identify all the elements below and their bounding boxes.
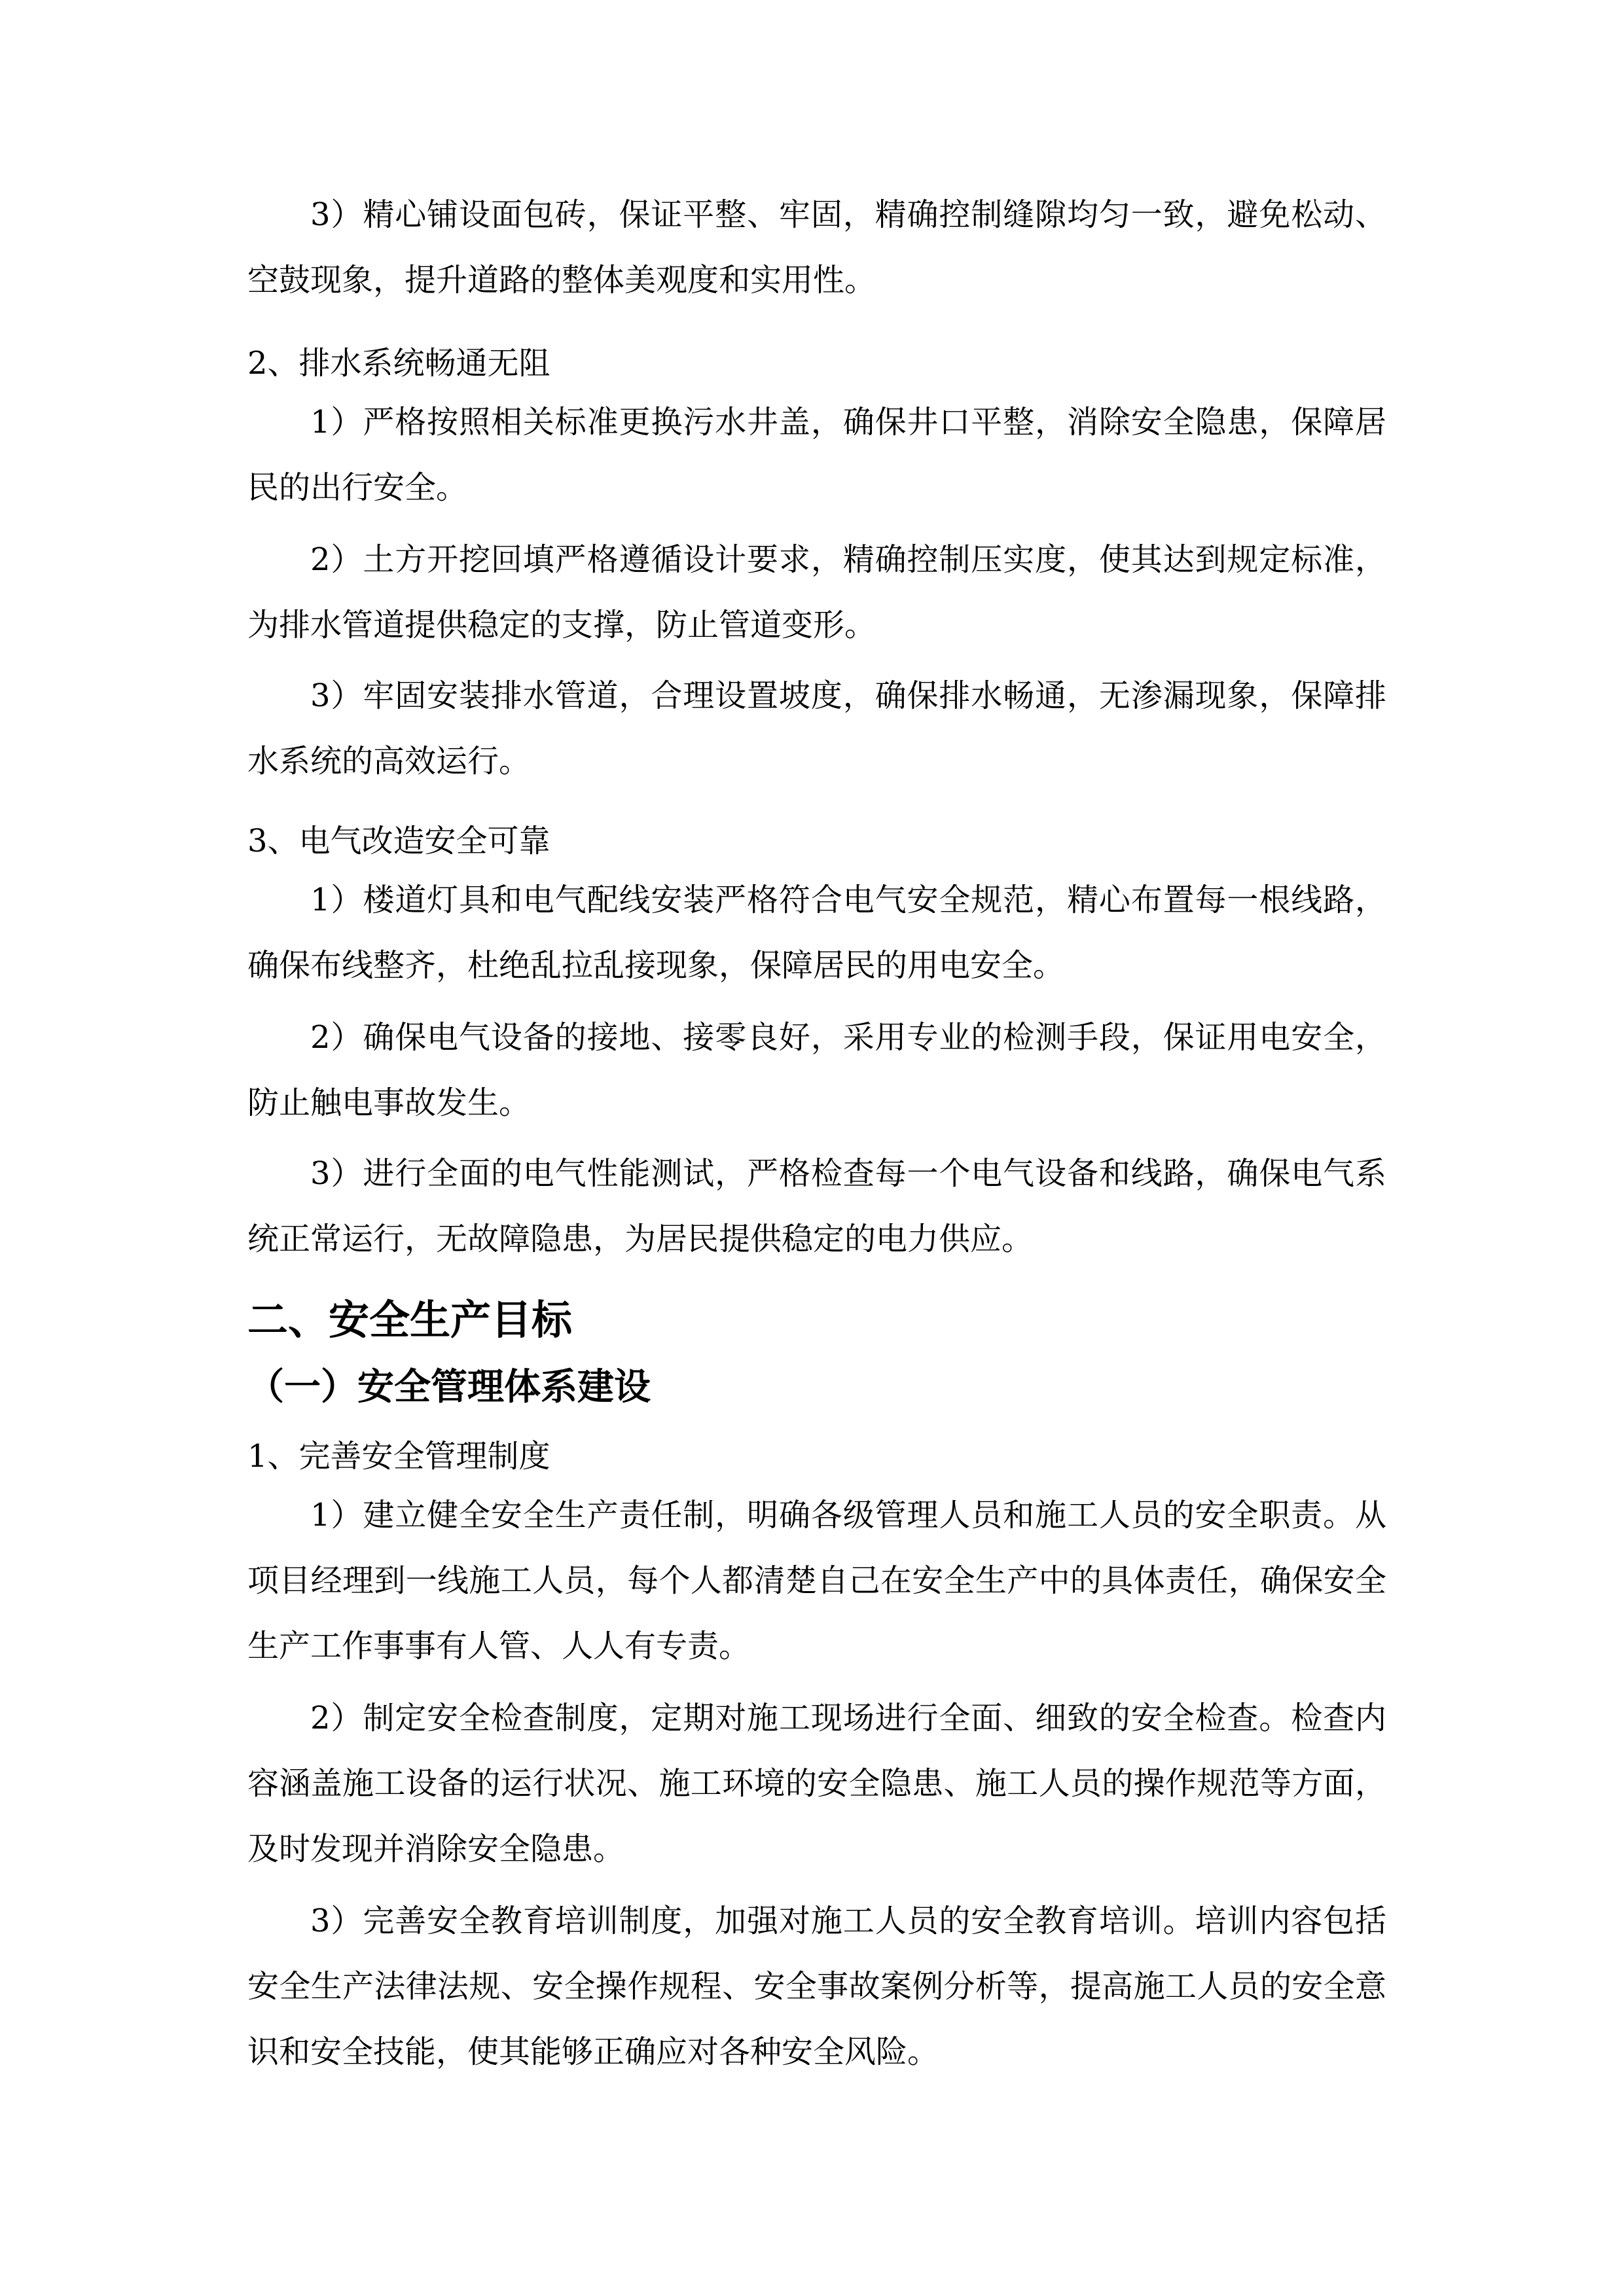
paragraph-electrical-testing: 3）进行全面的电气性能测试，严格检查每一个电气设备和线路，确保电气系统正常运行，无故障隐患，为居民提供稳定的电力供应。	[247, 1155, 1386, 1257]
paragraph-stairwell-lighting: 1）楼道灯具和电气配线安装严格符合电气安全规范，精心布置每一根线路，确保布线整齐，杜绝乱拉乱接现象，保障居民的用电安全。	[247, 882, 1386, 984]
paragraph-inspection-system: 2）制定安全检查制度，定期对施工现场进行全面、细致的安全检查。检查内容涵盖施工设备的运行状况、施工环境的安全隐患、施工人员的操作规范等方面，及时发现并消除安全隐患。	[247, 1700, 1386, 1867]
paragraph-training-system: 3）完善安全教育培训制度，加强对施工人员的安全教育培训。培训内容包括安全生产法律法规、安全操作规程、安全事故案例分析等，提高施工人员的安全意识和安全技能，使其能够正确应对各种安全风险。	[247, 1903, 1386, 2070]
subsection-title: （一）安全管理体系建设	[247, 1365, 651, 1408]
heading-electrical-retrofit: 3、电气改造安全可靠	[247, 823, 550, 859]
section-title: 二、安全生产目标	[247, 1296, 573, 1344]
paragraph-grounding: 2）确保电气设备的接地、接零良好，采用专业的检测手段，保证用电安全，防止触电事故发生。	[247, 1019, 1386, 1121]
paragraph-drain-pipes: 3）牢固安装排水管道，合理设置坡度，确保排水畅通，无渗漏现象，保障排水系统的高效运行。	[247, 677, 1386, 780]
item-title: 1、完善安全管理制度	[247, 1438, 550, 1475]
heading-drainage-system: 2、排水系统畅通无阻	[247, 345, 550, 382]
paragraph-manhole-covers: 1）严格按照相关标准更换污水井盖，确保井口平整，消除安全隐患，保障居民的出行安全。	[247, 404, 1386, 506]
paragraph-paving-bricks: 3）精心铺设面包砖，保证平整、牢固，精确控制缝隙均匀一致，避免松动、空鼓现象，提升道路的整体美观度和实用性。	[247, 196, 1386, 298]
paragraph-earthwork-backfill: 2）土方开挖回填严格遵循设计要求，精确控制压实度，使其达到规定标准，为排水管道提供稳定的支撑，防止管道变形。	[247, 541, 1386, 643]
paragraph-responsibility-system: 1）建立健全安全生产责任制，明确各级管理人员和施工人员的安全职责。从项目经理到一线施工人员，每个人都清楚自己在安全生产中的具体责任，确保安全生产工作事事有人管、人人有专责。	[247, 1497, 1386, 1664]
